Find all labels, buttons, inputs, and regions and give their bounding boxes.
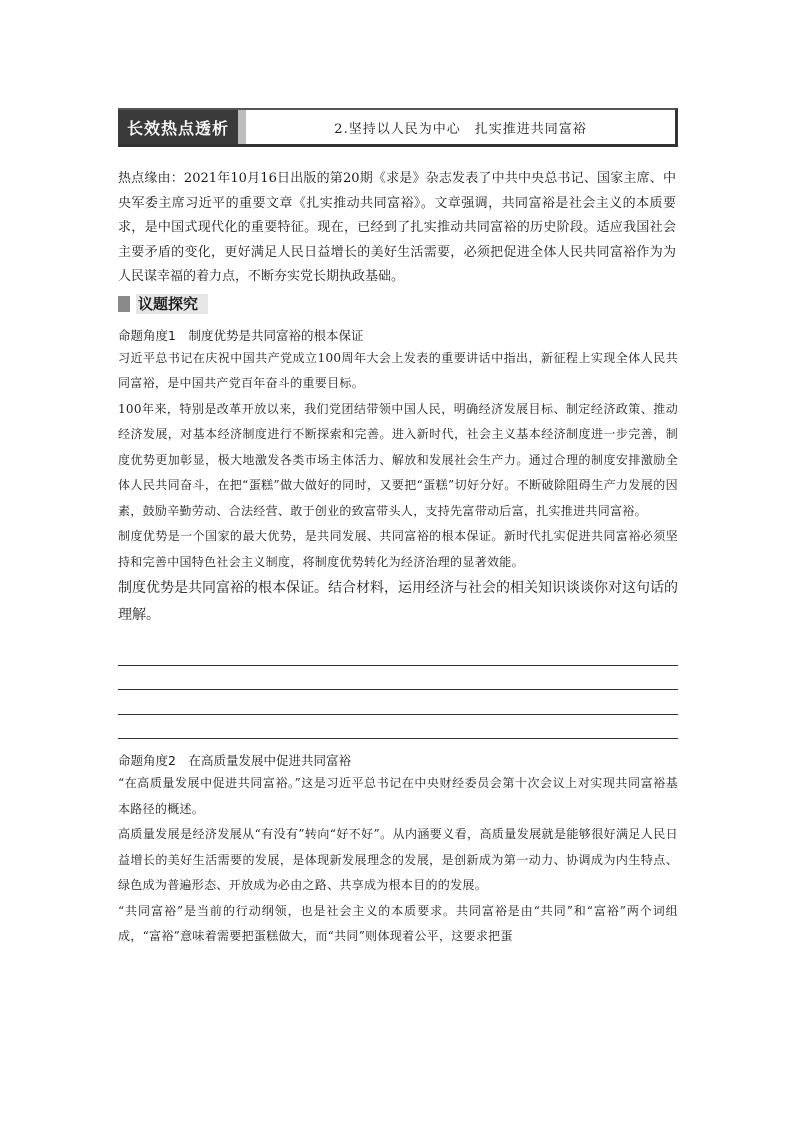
answer-line[interactable] (118, 641, 678, 666)
intro-paragraph: 热点缘由：2021年10月16日出版的第20期《求是》杂志发表了中共中央总书记、国家主席、中央军委主席习近平的重要文章《扎实推动共同富裕》。文章强调，共同富裕是社会主义的本质要求，是中国式现代化的重要特征。现在，已经到了扎实推动共同富裕的历史阶段。适应我国社会主要矛盾的变化，更好满足人民日益增长的美好生活需要，必须把促进全体人民共同富裕作为为人民谋幸福的着力点，不断夯实党长期执政基础。 (118, 171, 676, 284)
document-page (118, 108, 678, 950)
answer-line[interactable] (118, 690, 678, 715)
angle2-material-1: “在高质量发展中促进共同富裕。”这是习近平总书记在中央财经委员会第十次会议上对实现共同富裕基本路径的概述。 (118, 776, 678, 816)
section-heading (118, 294, 678, 314)
answer-line[interactable] (118, 666, 678, 691)
header-bar (118, 108, 678, 147)
angle2-material-3: “共同富裕”是当前的行动纲领，也是社会主义的本质要求。共同富裕是由“共同”和“富裕”两个词组成，“富裕”意味着需要把蛋糕做大，而“共同”则体现着公平，这要求把蛋 (118, 903, 678, 943)
header-right-title: 2.坚持以人民为中心 扎实推进共同富裕 (334, 121, 587, 137)
answer-line[interactable] (118, 715, 678, 740)
angle1-material-2: 100年来，特别是改革开放以来，我们党团结带领中国人民，明确经济发展目标、制定经济政策、推动经济发展，对基本经济制度进行不断探索和完善。进入新时代，社会主义基本经济制度进一步完善，制度优势更加彰显，极大地激发各类市场主体活力、解放和发展社会生产力。通过合理的制度安排激励全体人民共同奋斗，在把“蛋糕”做大做好的同时，又要把“蛋糕”切好分好。不断破除阻碍生产力发展的因素，鼓励辛勤劳动、合法经营、敢于创业的致富带头人，支持先富带动后富，扎实推进共同富裕。 (118, 401, 678, 518)
angle1-title: 命题角度1 制度优势是共同富裕的根本保证 (118, 327, 364, 343)
section-heading-text: 议题探究 (138, 295, 199, 313)
answer-area[interactable] (118, 641, 678, 739)
angle1-material-3: 制度优势是一个国家的最大优势，是共同发展、共同富裕的根本保证。新时代扎实促进共同富裕必须坚持和完善中国特色社会主义制度，将制度优势转化为经济治理的显著效能。 (118, 529, 678, 569)
angle1-material-1: 习近平总书记在庆祝中国共产党成立100周年大会上发表的重要讲话中指出，新征程上实现全体人民共同富裕，是中国共产党百年奋斗的重要目标。 (118, 350, 678, 390)
header-divider (238, 110, 246, 144)
angle2-title: 命题角度2 在高质量发展中促进共同富裕 (118, 753, 351, 768)
angle2-material-2: 高质量发展是经济发展从“有没有”转向“好不好”。从内涵要义看，高质量发展就是能够很好满足人民日益增长的美好生活需要的发展，是体现新发展理念的发展，是创新成为第一动力、协调成为内生特点、绿色成为普遍形态、开放成为必由之路、共享成为根本目的的发展。 (118, 827, 678, 892)
header-left-title: 长效热点透析 (118, 110, 238, 144)
section-marker-icon (118, 296, 130, 312)
angle1-question: 制度优势是共同富裕的根本保证。结合材料，运用经济与社会的相关知识谈谈你对这句话的理解。 (118, 580, 678, 623)
